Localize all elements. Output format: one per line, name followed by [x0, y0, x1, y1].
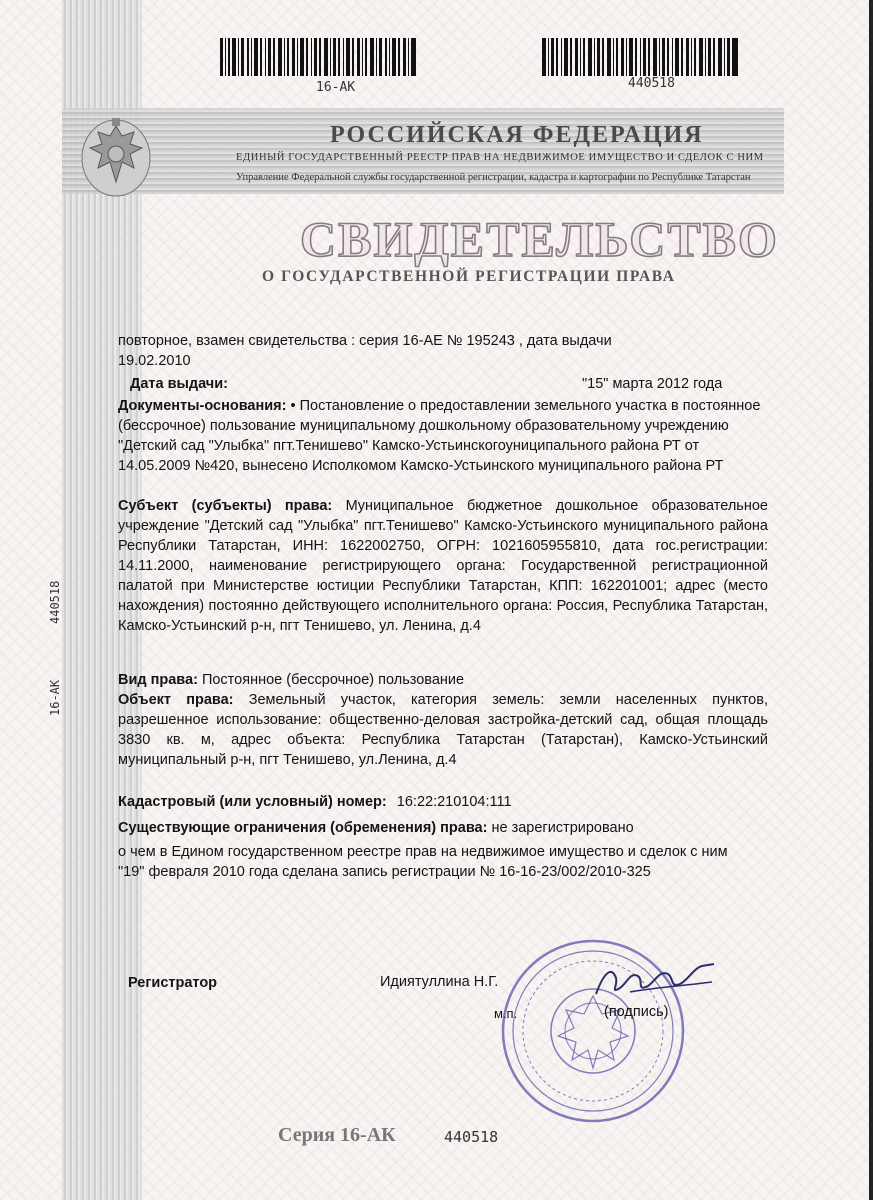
- reissue-block: [118, 331, 768, 371]
- signature-icon: [590, 958, 720, 1002]
- restrictions-row: [118, 818, 768, 838]
- cadastral-value: 16:22:210104:111: [396, 794, 512, 810]
- issue-date-value: "15" марта 2012 года: [582, 376, 723, 392]
- agency-heading: Управление Федеральной службы государственной регистрации, кадастра и картографии по Республике Татарстан: [236, 172, 751, 183]
- vertical-series: 16-АК: [48, 679, 62, 716]
- right-type-value: Постоянное (бессрочное) пользование: [197, 672, 465, 688]
- object-label: Объект права:: [118, 692, 234, 708]
- docs-label: Документы-основания:: [118, 398, 287, 414]
- issue-date-row: [130, 374, 750, 394]
- reissue-line2: 19.02.2010: [118, 353, 191, 369]
- subject-value: Муниципальное бюджетное дошкольное образовательное учреждение "Детский сад "Улыбка" пгт.Тенишево" Камско-Устьинского муниципального района Республики Татарстан, ИНН: 1622002750, ОГРН: 1021605955810, дата гос.регистрации: 14.11.2000, наименование регистрирующего органа: Государственной регистрационной палатой при Министерстве юстиции Республики Татарстан, КПП: 162201001; адрес (место нахождения) постоянно действующего исполнительного органа: Россия, Республика Татарстан, Камско-Устьинский р-н, пгт Тенишево, ул. Ленина, д.4: [118, 498, 768, 634]
- signature-caption: (подпись): [604, 1004, 669, 1020]
- footer-number: 440518: [444, 1128, 499, 1146]
- registry-heading: ЕДИНЫЙ ГОСУДАРСТВЕННЫЙ РЕЕСТР ПРАВ НА НЕДВИЖИМОЕ ИМУЩЕСТВО И СДЕЛОК С НИМ: [236, 152, 764, 163]
- record-text: о чем в Едином государственном реестре прав на недвижимое имущество и сделок с ним "19" февраля 2010 года сделана запись регистрации № 16-16-23/002/2010-325: [118, 844, 728, 880]
- docs-value: • Постановление о предоставлении земельного участка в постоянное (бессрочное) пользование муниципальному дошкольному образовательному учреждению "Детский сад "Улыбка" пгт.Тенишево" Камско-Устьинскогоуниципального района РТ от 14.05.2009 №420, вынесено Исполкомом Камско-Устьинского муниципального района РТ: [118, 398, 761, 474]
- cadastral-row: [118, 792, 768, 812]
- restrictions-label: Существующие ограничения (обременения) права:: [118, 820, 488, 836]
- barcode-right-icon: [542, 38, 738, 76]
- footer-series: Серия 16-АК: [278, 1124, 396, 1146]
- reissue-line1: повторное, взамен свидетельства : серия 16-АЕ № 195243 , дата выдачи: [118, 333, 612, 349]
- registrar-name: Идиятуллина Н.Г.: [380, 974, 499, 990]
- country-heading: РОССИЙСКАЯ ФЕДЕРАЦИЯ: [330, 122, 704, 148]
- subject-label: Субъект (субъекты) права:: [118, 498, 333, 514]
- subject-block: [118, 496, 768, 636]
- seal-label: м.п.: [494, 1006, 518, 1021]
- docs-block: [118, 396, 768, 476]
- barcode-left-icon: [220, 38, 416, 76]
- cadastral-label: Кадастровый (или условный) номер:: [118, 794, 387, 810]
- object-block: [118, 690, 768, 770]
- certificate-title: СВИДЕТЕЛЬСТВО: [300, 211, 779, 267]
- object-value: Земельный участок, категория земель: земли населенных пунктов, разрешенное использование: общественно-деловая застройка-детский сад, общая площадь 3830 кв. м, адрес объекта: Республика Татарстан (Татарстан), Камско-Устьинский муниципальный р-н, пгт Тенишево, ул.Ленина, д.4: [118, 692, 768, 768]
- form-series-top: 16-АК: [316, 80, 356, 95]
- form-number-top: 440518: [628, 76, 675, 91]
- restrictions-value: не зарегистрировано: [487, 820, 634, 836]
- right-type-label: Вид права:: [118, 672, 198, 688]
- issue-date-label: Дата выдачи:: [130, 376, 228, 392]
- right-type-row: [118, 670, 768, 690]
- certificate-subtitle: О ГОСУДАРСТВЕННОЙ РЕГИСТРАЦИИ ПРАВА: [262, 268, 676, 285]
- registrar-label: Регистратор: [128, 975, 218, 991]
- coat-of-arms-icon: [76, 112, 156, 200]
- scan-edge: [869, 0, 873, 1200]
- vertical-number: 440518: [48, 580, 62, 624]
